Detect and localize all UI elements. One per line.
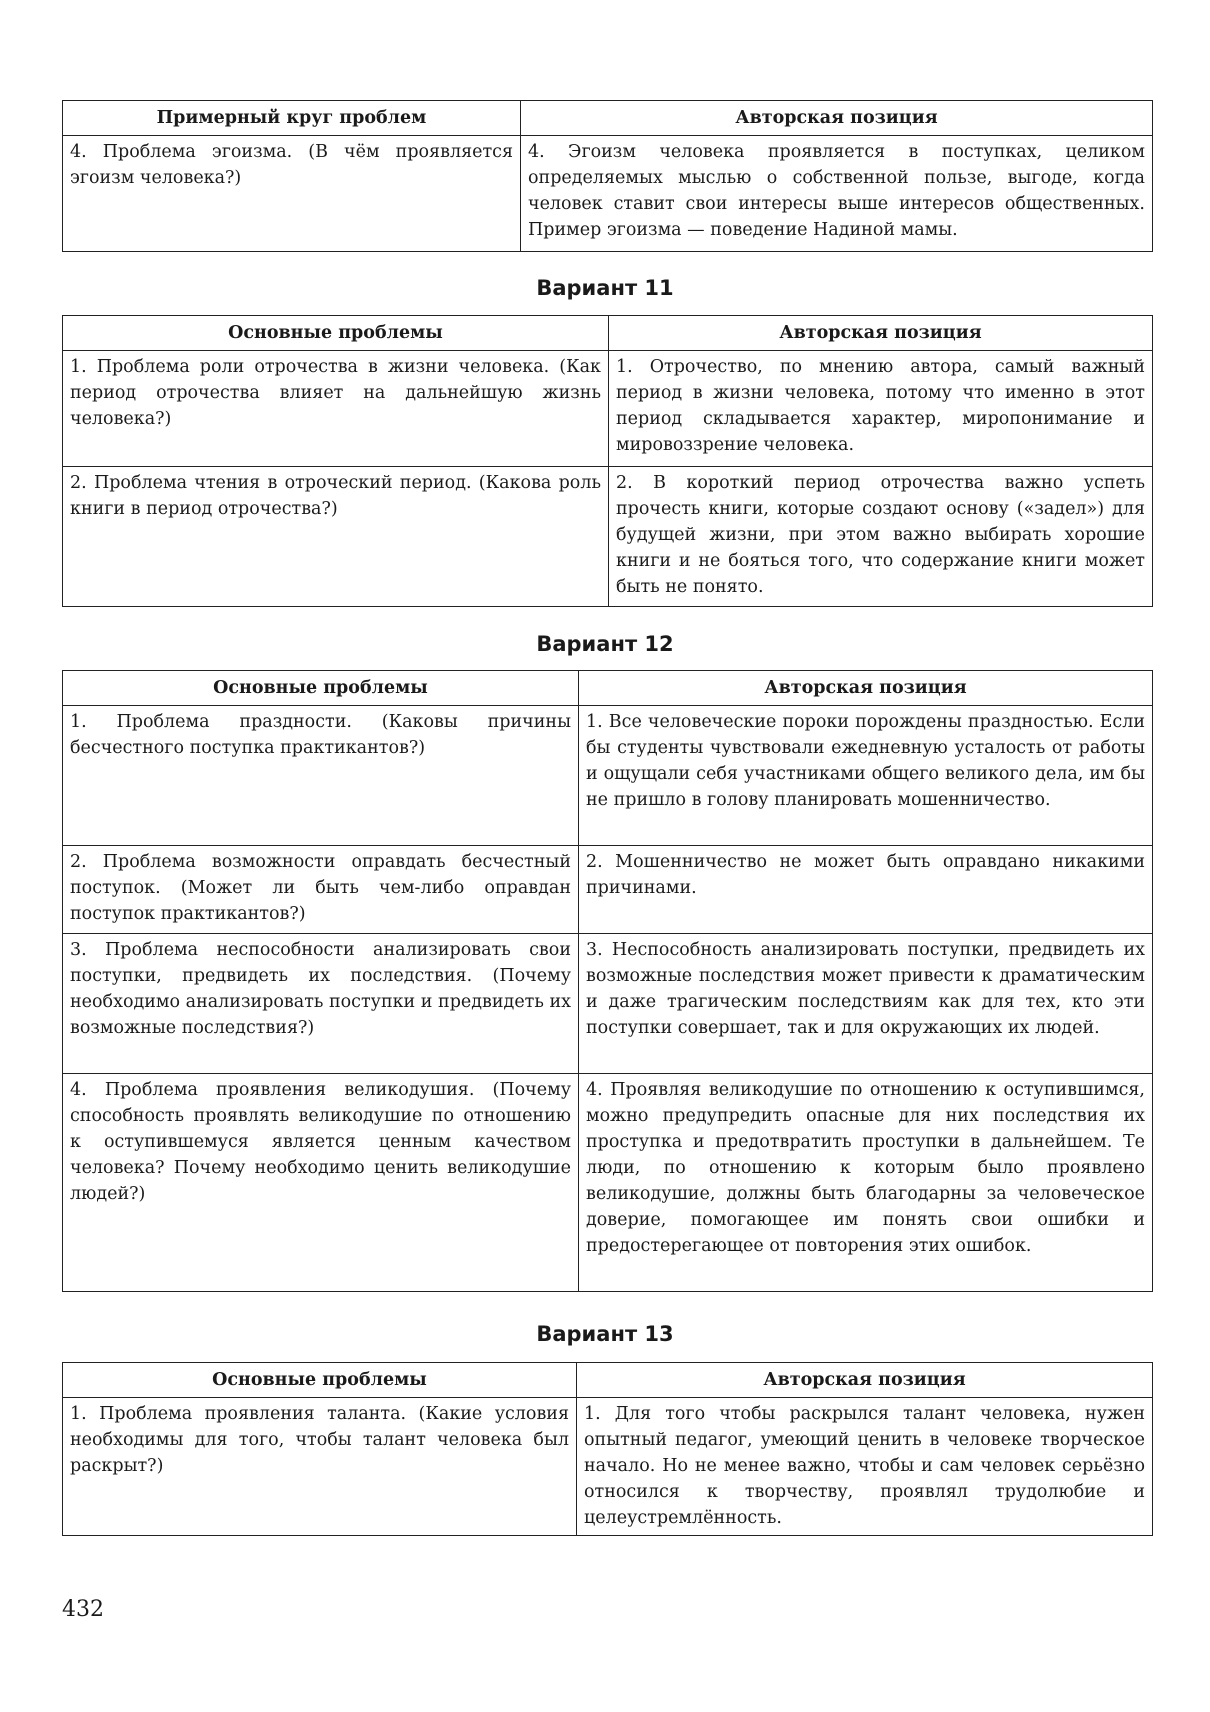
problem-cell: 3. Проблема неспособности анализировать свои поступки, предвидеть их последствия. (Почему необходимо анализировать поступки и предвидеть их возможные последствия?) xyxy=(63,934,579,1074)
table-row xyxy=(63,467,1153,607)
table-row xyxy=(63,351,1153,467)
position-cell: 1. Для того чтобы раскрылся талант человека, нужен опытный педагог, умеющий ценить в человеке творческое начало. Но не менее важно, чтобы и сам человек серьёзно относился к творчеству, проявлял трудолюбие и целеустремлённость. xyxy=(577,1398,1153,1536)
table-row xyxy=(63,706,1153,846)
position-cell: 1. Отрочество, по мнению автора, самый важный период в жизни человека, потому что именно в этот период складывается характер, миропонимание и мировоззрение человека. xyxy=(609,351,1153,467)
column-header: Основные проблемы xyxy=(63,671,579,706)
section-heading: Вариант 13 xyxy=(536,1322,674,1346)
position-cell: 1. Все человеческие пороки порождены праздностью. Если бы студенты чувствовали ежедневную усталость от работы и ощущали себя участниками общего великого дела, им бы не пришло в голову планировать мошенничество. xyxy=(579,706,1153,846)
column-header: Авторская позиция xyxy=(579,671,1153,706)
column-header: Примерный круг проблем xyxy=(63,101,521,136)
position-cell: 4. Проявляя великодушие по отношению к оступившимся, можно предупредить опасные для них последствия их проступка и предотвратить проступки в дальнейшем. Те люди, по отношению к которым было проявлено великодушие, должны быть благодарны за человеческое доверие, помогающее им понять свои ошибки и предостерегающее от повторения этих ошибок. xyxy=(579,1074,1153,1292)
table-header-row xyxy=(63,101,1153,136)
problem-cell: 4. Проблема эгоизма. (В чём проявляется эгоизм человека?) xyxy=(63,136,521,252)
column-header: Авторская позиция xyxy=(577,1363,1153,1398)
table-row xyxy=(63,1074,1153,1292)
problem-cell: 1. Проблема праздности. (Каковы причины бесчестного поступка практикантов?) xyxy=(63,706,579,846)
position-cell: 2. Мошенничество не может быть оправдано никакими причинами. xyxy=(579,846,1153,934)
column-header: Основные проблемы xyxy=(63,1363,577,1398)
column-header: Авторская позиция xyxy=(521,101,1153,136)
section-heading: Вариант 11 xyxy=(536,276,674,300)
problem-cell: 4. Проблема проявления великодушия. (Почему способность проявлять великодушие по отношению к оступившемуся является ценным качеством человека? Почему необходимо ценить великодушие людей?) xyxy=(63,1074,579,1292)
table-header-row xyxy=(63,316,1153,351)
column-header: Основные проблемы xyxy=(63,316,609,351)
page-number: 432 xyxy=(62,1597,104,1622)
table-header-row xyxy=(63,671,1153,706)
problem-cell: 1. Проблема роли отрочества в жизни человека. (Как период отрочества влияет на дальнейшую жизнь человека?) xyxy=(63,351,609,467)
position-cell: 2. В короткий период отрочества важно успеть прочесть книги, которые создают основу («задел») для будущей жизни, при этом важно выбирать хорошие книги и не бояться того, что содержание книги может быть не понято. xyxy=(609,467,1153,607)
problem-cell: 2. Проблема возможности оправдать бесчестный поступок. (Может ли быть чем-либо оправдан поступок практикантов?) xyxy=(63,846,579,934)
column-header: Авторская позиция xyxy=(609,316,1153,351)
table-row xyxy=(63,934,1153,1074)
table-continued xyxy=(62,100,1153,252)
table-row xyxy=(63,136,1153,252)
problem-cell: 1. Проблема проявления таланта. (Какие условия необходимы для того, чтобы талант человека был раскрыт?) xyxy=(63,1398,577,1536)
section-heading: Вариант 12 xyxy=(536,632,674,656)
table-variant-11 xyxy=(62,315,1153,607)
problem-cell: 2. Проблема чтения в отроческий период. (Какова роль книги в период отрочества?) xyxy=(63,467,609,607)
position-cell: 4. Эгоизм человека проявляется в поступках, целиком определяемых мыслью о собственной пользе, выгоде, когда человек ставит свои интересы выше интересов общественных. Пример эгоизма — поведение Надиной мамы. xyxy=(521,136,1153,252)
table-header-row xyxy=(63,1363,1153,1398)
table-row xyxy=(63,1398,1153,1536)
table-variant-12 xyxy=(62,670,1153,1292)
position-cell: 3. Неспособность анализировать поступки, предвидеть их возможные последствия может привести к драматическим и даже трагическим последствиям как для тех, кто эти поступки совершает, так и для окружающих их людей. xyxy=(579,934,1153,1074)
table-variant-13 xyxy=(62,1362,1153,1536)
table-row xyxy=(63,846,1153,934)
